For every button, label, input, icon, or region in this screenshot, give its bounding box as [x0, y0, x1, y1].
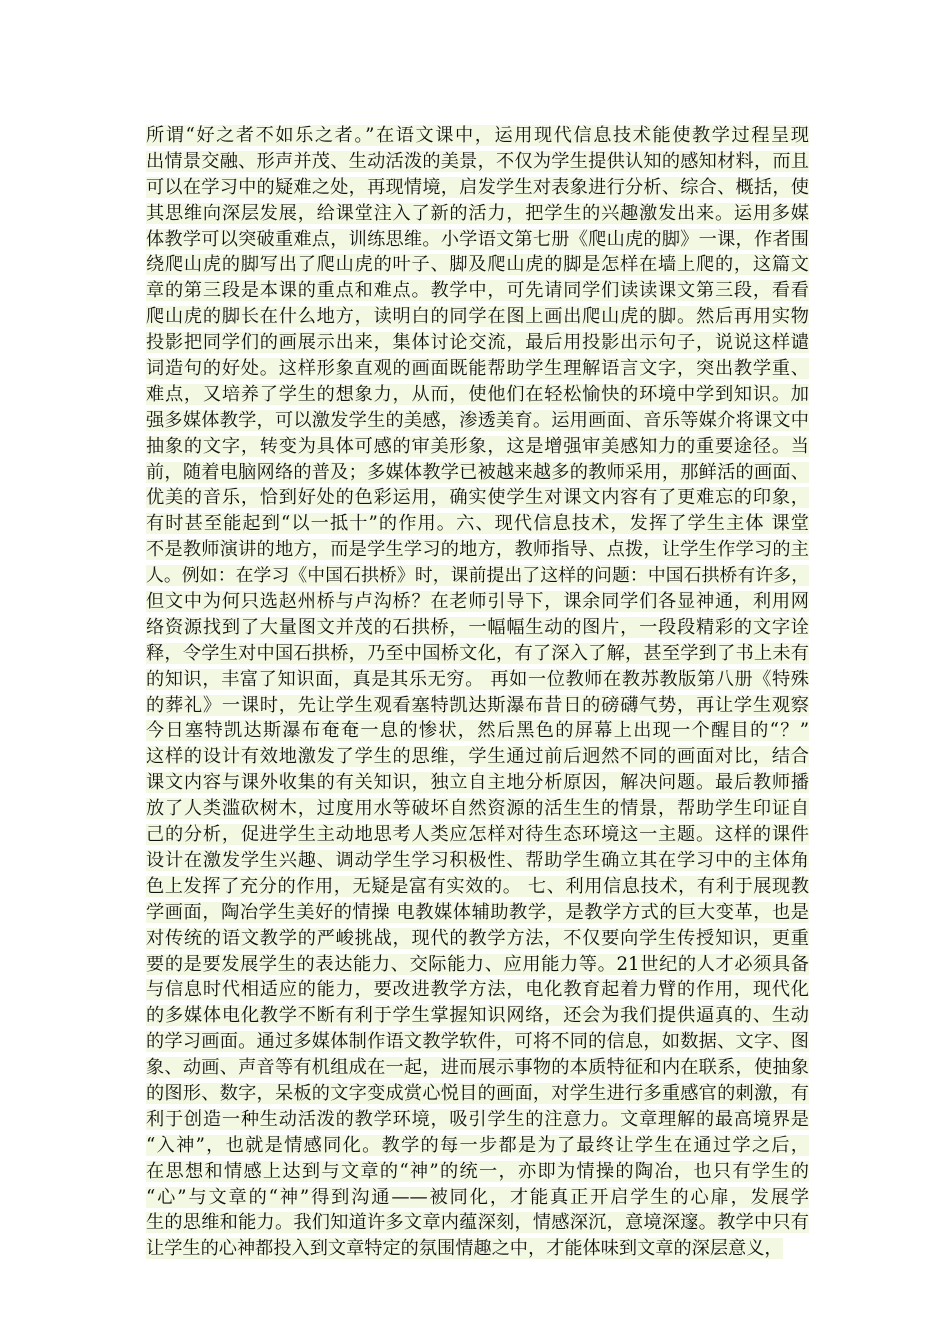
highlighted-text: 词造句的好处。这样形象直观的画面既能帮助学生理解语言文字，突出教学重、 — [146, 358, 809, 380]
highlighted-text: 抽象的文字，转变为具体可感的审美形象，这是增强审美感知力的重要途径。当 — [146, 435, 809, 457]
text-line — [146, 408, 809, 434]
text-line — [146, 356, 809, 382]
highlighted-text: 放了人类滥砍树木，过度用水等破坏自然资源的活生生的情景，帮助学生印证自 — [146, 798, 809, 820]
highlighted-text: “入神”，也就是情感同化。教学的每一步都是为了最终让学生在通过学之后， — [146, 1134, 809, 1156]
text-line — [146, 201, 809, 227]
highlighted-text: 爬山虎的脚长在什么地方，读明白的同学在图上画出爬山虎的脚。然后再用实物 — [146, 306, 809, 328]
highlighted-text: 学画面，陶冶学生美好的情操 电教媒体辅助教学，是教学方式的巨大变革，也是 — [146, 901, 809, 923]
text-line — [146, 744, 809, 770]
text-line — [146, 1185, 809, 1211]
highlighted-text: 的学习画面。通过多媒体制作语文教学软件，可将不同的信息，如数据、文字、图 — [146, 1031, 809, 1053]
highlighted-text: 课文内容与课外收集的有关知识，独立自主地分析原因，解决问题。最后教师播 — [146, 772, 809, 794]
highlighted-text: 生的思维和能力。我们知道许多文章内蕴深刻，情感深沉，意境深邃。教学中只有 — [146, 1212, 809, 1234]
highlighted-text: 色上发挥了充分的作用，无疑是富有实效的。 七、利用信息技术，有利于展现教 — [146, 875, 809, 897]
text-line — [146, 278, 809, 304]
text-line — [146, 330, 809, 356]
text-line — [146, 589, 809, 615]
text-line — [146, 485, 809, 511]
highlighted-text: 强多媒体教学，可以激发学生的美感，渗透美育。运用画面、音乐等媒介将课文中 — [146, 409, 809, 431]
highlighted-text: 要的是要发展学生的表达能力、交际能力、应用能力等。21世纪的人才必须具备 — [146, 953, 809, 975]
text-line — [146, 434, 809, 460]
text-line — [146, 511, 809, 537]
highlighted-text: 其思维向深层发展，给课堂注入了新的活力，把学生的兴趣激发出来。运用多媒 — [146, 202, 809, 224]
text-line — [146, 563, 809, 589]
highlighted-text: 人。例如：在学习《中国石拱桥》时，课前提出了这样的问题：中国石拱桥有许多， — [146, 565, 809, 587]
highlighted-text: 象、动画、声音等有机组成在一起，进而展示事物的本质特征和内在联系，使抽象 — [146, 1057, 809, 1079]
highlighted-text: 所谓“好之者不如乐之者。”在语文课中，运用现代信息技术能使教学过程呈现 — [146, 125, 809, 146]
text-line — [146, 693, 809, 719]
highlighted-text: 可以在学习中的疑难之处，再现情境，启发学生对表象进行分析、综合、概括，使 — [146, 176, 809, 198]
text-line — [146, 1029, 809, 1055]
text-line — [146, 304, 809, 330]
highlighted-text: 但文中为何只选赵州桥与卢沟桥？在老师引导下，课余同学们各显神通，利用网 — [146, 591, 809, 613]
highlighted-text: 今日塞特凯达斯瀑布奄奄一息的惨状，然后黑色的屏幕上出现一个醒目的“？” — [146, 720, 809, 742]
highlighted-text: 难点，又培养了学生的想象力，从而，使他们在轻松愉快的环境中学到知识。加 — [146, 383, 809, 405]
body-text — [146, 123, 809, 1262]
highlighted-text: 络资源找到了大量图文并茂的石拱桥，一幅幅生动的图片，一段段精彩的文字诠 — [146, 616, 809, 638]
text-line — [146, 123, 809, 149]
highlighted-text: 的葬礼》一课时，先让学生观看塞特凯达斯瀑布昔日的磅礴气势，再让学生观察 — [146, 694, 809, 716]
text-line — [146, 874, 809, 900]
text-line — [146, 848, 809, 874]
text-line — [146, 227, 809, 253]
highlighted-text: 在思想和情感上达到与文章的“神”的统一，亦即为情操的陶冶，也只有学生的 — [146, 1160, 809, 1182]
highlighted-text: 优美的音乐，恰到好处的色彩运用，确实使学生对课文内容有了更难忘的印象， — [146, 487, 809, 509]
text-line — [146, 175, 809, 201]
text-line — [146, 900, 809, 926]
text-line — [146, 822, 809, 848]
text-line — [146, 718, 809, 744]
highlighted-text: 设计在激发学生兴趣、调动学生学习积极性、帮助学生确立其在学习中的主体角 — [146, 849, 809, 871]
text-line — [146, 1003, 809, 1029]
highlighted-text: 己的分析，促进学生主动地思考人类应怎样对待生态环境这一主题。这样的课件 — [146, 824, 809, 846]
text-line — [146, 252, 809, 278]
text-line — [146, 770, 809, 796]
text-line — [146, 149, 809, 175]
text-line — [146, 796, 809, 822]
highlighted-text: 利于创造一种生动活泼的教学环境，吸引学生的注意力。文章理解的最高境界是 — [146, 1108, 809, 1130]
highlighted-text: 有时甚至能起到“以一抵十”的作用。六、现代信息技术，发挥了学生主体 课堂 — [146, 513, 809, 535]
text-line — [146, 1236, 809, 1262]
highlighted-text: 不是教师演讲的地方，而是学生学习的地方，教师指导、点拨，让学生作学习的主 — [146, 539, 809, 561]
text-line — [146, 1133, 809, 1159]
highlighted-text: 释，令学生对中国石拱桥，乃至中国桥文化，有了深入了解，甚至学到了书上未有 — [146, 642, 809, 664]
highlighted-text: 这样的设计有效地激发了学生的思维，学生通过前后迥然不同的画面对比，结合 — [146, 746, 809, 768]
text-line — [146, 977, 809, 1003]
highlighted-text: 体教学可以突破重难点，训练思维。小学语文第七册《爬山虎的脚》一课，作者围 — [146, 228, 809, 250]
text-line — [146, 952, 809, 978]
text-line — [146, 460, 809, 486]
text-line — [146, 667, 809, 693]
text-line — [146, 1210, 809, 1236]
highlighted-text: 章的第三段是本课的重点和难点。教学中，可先请同学们读读课文第三段，看看 — [146, 280, 809, 302]
highlighted-text: 与信息时代相适应的能力，要改进教学方法，电化教育起着力臂的作用，现代化 — [146, 979, 809, 1001]
highlighted-text: 绕爬山虎的脚写出了爬山虎的叶子、脚及爬山虎的脚是怎样在墙上爬的，这篇文 — [146, 254, 809, 276]
text-line — [146, 537, 809, 563]
highlighted-text: 对传统的语文教学的严峻挑战，现代的教学方法，不仅要向学生传授知识，更重 — [146, 927, 809, 949]
text-line — [146, 615, 809, 641]
highlighted-text: 出情景交融、形声并茂、生动活泼的美景，不仅为学生提供认知的感知材料，而且 — [146, 150, 809, 172]
highlighted-text: 的多媒体电化教学不断有利于学生掌握知识网络，还会为我们提供逼真的、生动 — [146, 1005, 809, 1027]
highlighted-text: 前，随着电脑网络的普及；多媒体教学已被越来越多的教师采用，那鲜活的画面、 — [146, 461, 809, 483]
highlighted-text: 的知识，丰富了知识面，真是其乐无穷。 再如一位教师在教苏教版第八册《特殊 — [146, 668, 809, 690]
text-line — [146, 1159, 809, 1185]
text-line — [146, 1107, 809, 1133]
text-line — [146, 382, 809, 408]
highlighted-text: 让学生的心神都投入到文章特定的氛围情趣之中，才能体味到文章的深层意义， — [146, 1238, 783, 1260]
text-line — [146, 1055, 809, 1081]
text-line — [146, 641, 809, 667]
text-line — [146, 926, 809, 952]
highlighted-text: “心”与文章的“神”得到沟通——被同化，才能真正开启学生的心扉，发展学 — [146, 1186, 809, 1208]
highlighted-text: 的图形、数字，呆板的文字变成赏心悦目的画面，对学生进行多重感官的刺激，有 — [146, 1082, 809, 1104]
highlighted-text: 投影把同学们的画展示出来，集体讨论交流，最后用投影出示句子，说说这样谴 — [146, 332, 809, 354]
text-line — [146, 1081, 809, 1107]
